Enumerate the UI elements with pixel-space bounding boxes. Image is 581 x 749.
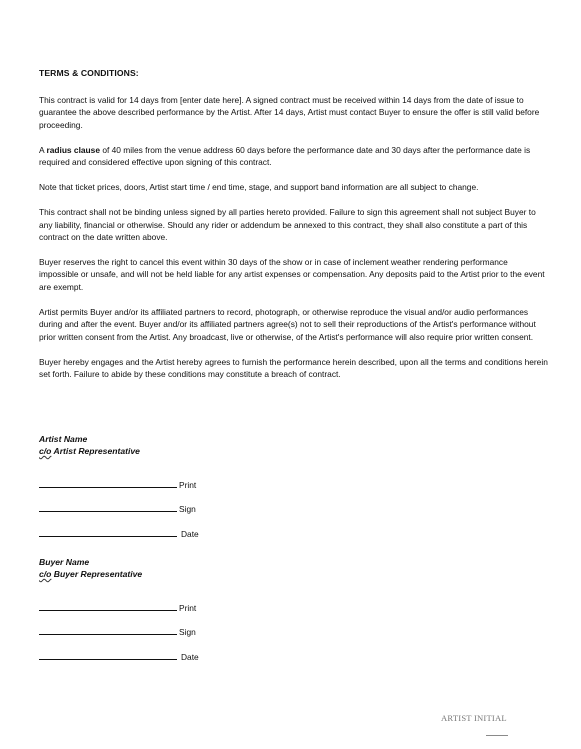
buyer-rep-text: Buyer Representative: [51, 569, 143, 579]
artist-representative-label: [39, 445, 339, 457]
artist-rep-text: Artist Representative: [51, 446, 140, 456]
buyer-sign-label: Sign: [179, 627, 196, 637]
buyer-date-label: Date: [181, 651, 199, 662]
artist-date-rule: [39, 536, 177, 537]
artist-print-rule: [39, 487, 177, 488]
subject-to-change-paragraph: Note that ticket prices, doors, Artist start time / end time, stage, and support band information are all subject to change.: [39, 182, 479, 193]
buyer-print-rule: [39, 610, 177, 611]
radius-rest: of 40 miles from the venue address 60 days before the performance date and 30 days after the performance date is required and considered effective upon signing of this contract.: [39, 144, 531, 168]
artist-print-label: Print: [179, 479, 197, 490]
terms-section: [39, 67, 549, 393]
buyer-date-rule: [39, 659, 177, 660]
buyer-representative-label: [39, 568, 339, 580]
artist-print-line[interactable]: [39, 469, 339, 494]
artist-co-label: c/o: [39, 446, 52, 456]
buyer-signature-block: [39, 556, 339, 666]
artist-initial-label: ARTIST INITIAL: [441, 713, 507, 723]
binding-paragraph: This contract shall not be binding unless signed by all parties hereto provided. Failure to sign this agreement shall not subject Buyer to any liability, financial or otherwise. Should any rider or addendum be annexed to this contract, they shall also constitute a part of this contract on the date written above.: [39, 207, 536, 243]
artist-initial-line[interactable]: [486, 735, 508, 736]
buyer-print-line[interactable]: [39, 592, 339, 617]
buyer-name-label: Buyer Name: [39, 557, 90, 567]
artist-sign-label: Sign: [179, 504, 196, 514]
terms-heading: TERMS & CONDITIONS:: [39, 68, 139, 78]
artist-date-label: Date: [181, 528, 199, 539]
buyer-sign-line[interactable]: [39, 617, 339, 642]
buyer-print-label: Print: [179, 602, 197, 613]
radius-prefix: A: [39, 144, 47, 155]
validity-paragraph: This contract is valid for 14 days from [enter date here]. A signed contract must be received within 14 days from the date of issue to guarantee the above described performance by the Artist. After 14 days, Artist must contact Buyer to ensure the offer is still valid before proceeding.: [39, 95, 540, 130]
artist-signature-block: [39, 433, 339, 543]
buyer-sign-rule: [39, 634, 177, 635]
radius-clause-term: radius clause: [46, 144, 100, 155]
artist-name-label: Artist Name: [39, 434, 88, 444]
artist-date-line[interactable]: [39, 518, 339, 543]
buyer-date-line[interactable]: [39, 641, 339, 666]
buyer-co-label: c/o: [39, 569, 52, 579]
artist-sign-rule: [39, 511, 177, 512]
cancellation-paragraph: Buyer reserves the right to cancel this event within 30 days of the show or in case of inclement weather rendering performance impossible or unsafe, and will not be held liable for any artist expenses or compensation. Any deposits paid to the Artist prior to the event are exempt.: [39, 257, 545, 292]
recording-paragraph: Artist permits Buyer and/or its affiliated partners to record, photograph, or otherwise reproduce the visual and/or audio performances during and after the event. Buyer and/or its affiliated partners agree(s) not to sell their reproductions of the Artist's performance without prior written consent from the Artist. Any broadcast, live or otherwise, of the Artist's performance will also require prior written consent.: [39, 306, 536, 342]
engagement-paragraph: Buyer hereby engages and the Artist hereby agrees to furnish the performance herein described, upon all the terms and conditions herein set forth. Failure to abide by these conditions may constitute a breach of contract.: [39, 356, 548, 380]
radius-clause-paragraph: [39, 144, 549, 169]
artist-sign-line[interactable]: [39, 494, 339, 519]
